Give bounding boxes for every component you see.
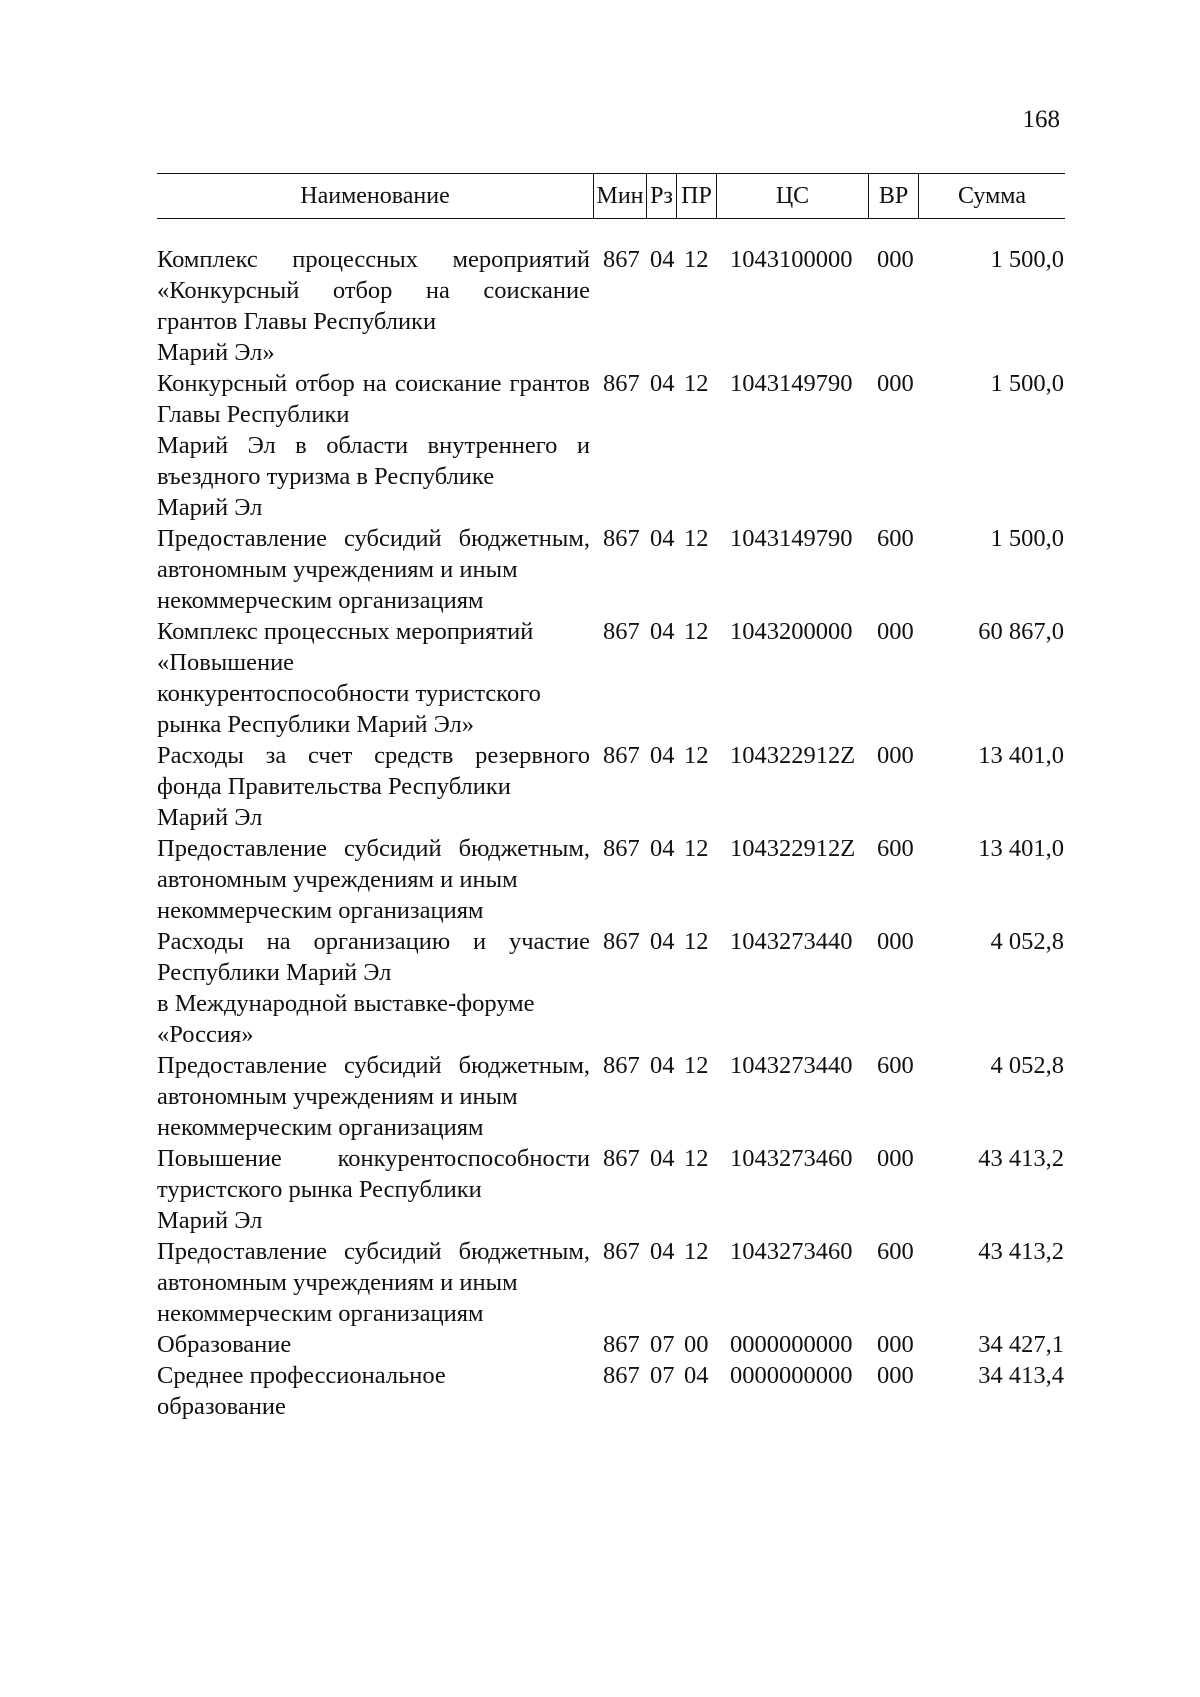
row-cs: 1043273460 [730, 1238, 853, 1265]
row-pr: 12 [684, 525, 709, 552]
row-vr: 000 [877, 618, 914, 645]
row-cs: 0000000000 [730, 1362, 853, 1389]
row-sum: 4 052,8 [990, 928, 1064, 955]
row-vr: 000 [877, 370, 914, 397]
row-min: 867 [603, 246, 640, 273]
row-pr: 00 [684, 1331, 709, 1358]
row-min: 867 [603, 928, 640, 955]
row-rz: 04 [650, 835, 675, 862]
row-cs: 1043149790 [730, 525, 853, 552]
row-vr: 000 [877, 1145, 914, 1172]
header-vr: ВР [868, 174, 918, 218]
row-cs: 1043100000 [730, 246, 853, 273]
row-pr: 12 [684, 246, 709, 273]
row-pr: 12 [684, 1238, 709, 1265]
row-sum: 43 413,2 [978, 1145, 1064, 1172]
row-rz: 07 [650, 1331, 675, 1358]
row-rz: 04 [650, 370, 675, 397]
table-row [157, 833, 1065, 926]
row-cs: 1043149790 [730, 370, 853, 397]
row-rz: 04 [650, 246, 675, 273]
header-cs: ЦС [716, 174, 868, 218]
row-sum: 1 500,0 [990, 525, 1064, 552]
row-min: 867 [603, 1052, 640, 1079]
table-row [157, 1360, 1065, 1422]
row-vr: 000 [877, 246, 914, 273]
row-rz: 04 [650, 525, 675, 552]
row-name: Предоставление субсидий бюджетным, автономным учреждениям и иным некоммерческим организациям [157, 525, 590, 614]
row-cs: 1043273440 [730, 1052, 853, 1079]
table-row [157, 368, 1065, 523]
row-pr: 12 [684, 742, 709, 769]
row-vr: 000 [877, 742, 914, 769]
row-name: Образование [157, 1331, 292, 1358]
header-rz: Рз [646, 174, 676, 218]
header-name: Наименование [300, 183, 450, 209]
table-row [157, 926, 1065, 1050]
row-vr: 000 [877, 1362, 914, 1389]
row-rz: 07 [650, 1362, 675, 1389]
table-header [157, 173, 1065, 219]
row-min: 867 [603, 1331, 640, 1358]
table-row [157, 740, 1065, 833]
budget-table [157, 173, 1065, 1422]
row-sum: 1 500,0 [990, 246, 1064, 273]
page-number: 168 [1022, 106, 1060, 133]
table-row [157, 244, 1065, 368]
row-pr: 12 [684, 928, 709, 955]
row-rz: 04 [650, 742, 675, 769]
row-cs: 104322912Z [730, 742, 856, 769]
row-cs: 1043273460 [730, 1145, 853, 1172]
row-vr: 600 [877, 1052, 914, 1079]
row-vr: 000 [877, 928, 914, 955]
row-pr: 12 [684, 1145, 709, 1172]
row-pr: 12 [684, 618, 709, 645]
row-cs: 1043200000 [730, 618, 853, 645]
row-name: Предоставление субсидий бюджетным, автономным учреждениям и иным некоммерческим организациям [157, 1052, 590, 1141]
row-sum: 13 401,0 [978, 742, 1064, 769]
row-min: 867 [603, 1238, 640, 1265]
row-min: 867 [603, 742, 640, 769]
row-name: Расходы на организацию и участие Республики Марий Эл в Международной выставке-форуме «Россия» [157, 928, 590, 1048]
row-min: 867 [603, 835, 640, 862]
row-pr: 12 [684, 370, 709, 397]
row-vr: 600 [877, 835, 914, 862]
row-vr: 600 [877, 1238, 914, 1265]
table-row [157, 1329, 1065, 1360]
table-row [157, 1143, 1065, 1236]
row-min: 867 [603, 1145, 640, 1172]
row-name: Комплекс процессных мероприятий «Повышение конкурентоспособности туристского рынка Республики Марий Эл» [157, 618, 541, 738]
row-sum: 60 867,0 [978, 618, 1064, 645]
header-sum: Сумма [918, 174, 1065, 218]
row-pr: 12 [684, 835, 709, 862]
row-min: 867 [603, 1362, 640, 1389]
row-rz: 04 [650, 1052, 675, 1079]
row-cs: 1043273440 [730, 928, 853, 955]
row-name: Повышение конкурентоспособности туристского рынка Республики Марий Эл [157, 1145, 590, 1234]
row-name: Среднее профессиональное образование [157, 1362, 446, 1420]
header-min: Мин [593, 174, 646, 218]
row-min: 867 [603, 370, 640, 397]
table-row [157, 1050, 1065, 1143]
row-rz: 04 [650, 928, 675, 955]
table-row [157, 1236, 1065, 1329]
row-sum: 34 427,1 [978, 1331, 1064, 1358]
row-sum: 34 413,4 [978, 1362, 1064, 1389]
row-vr: 600 [877, 525, 914, 552]
row-min: 867 [603, 618, 640, 645]
row-sum: 1 500,0 [990, 370, 1064, 397]
row-rz: 04 [650, 618, 675, 645]
table-row [157, 616, 1065, 740]
row-sum: 13 401,0 [978, 835, 1064, 862]
row-name: Конкурсный отбор на соискание грантов Главы Республики Марий Эл в области внутреннего и въездного туризма в Республике Марий Эл [157, 370, 590, 521]
header-pr: ПР [676, 174, 716, 218]
row-cs: 0000000000 [730, 1331, 853, 1358]
row-name: Предоставление субсидий бюджетным, автономным учреждениям и иным некоммерческим организациям [157, 1238, 590, 1327]
row-rz: 04 [650, 1145, 675, 1172]
row-pr: 12 [684, 1052, 709, 1079]
row-pr: 04 [684, 1362, 709, 1389]
row-name: Комплекс процессных мероприятий «Конкурсный отбор на соискание грантов Главы Республики Марий Эл» [157, 246, 590, 366]
row-cs: 104322912Z [730, 835, 856, 862]
row-rz: 04 [650, 1238, 675, 1265]
row-name: Предоставление субсидий бюджетным, автономным учреждениям и иным некоммерческим организациям [157, 835, 590, 924]
table-body [157, 244, 1065, 1422]
row-sum: 43 413,2 [978, 1238, 1064, 1265]
row-sum: 4 052,8 [990, 1052, 1064, 1079]
row-min: 867 [603, 525, 640, 552]
table-row [157, 523, 1065, 616]
row-name: Расходы за счет средств резервного фонда Правительства Республики Марий Эл [157, 742, 590, 831]
row-vr: 000 [877, 1331, 914, 1358]
